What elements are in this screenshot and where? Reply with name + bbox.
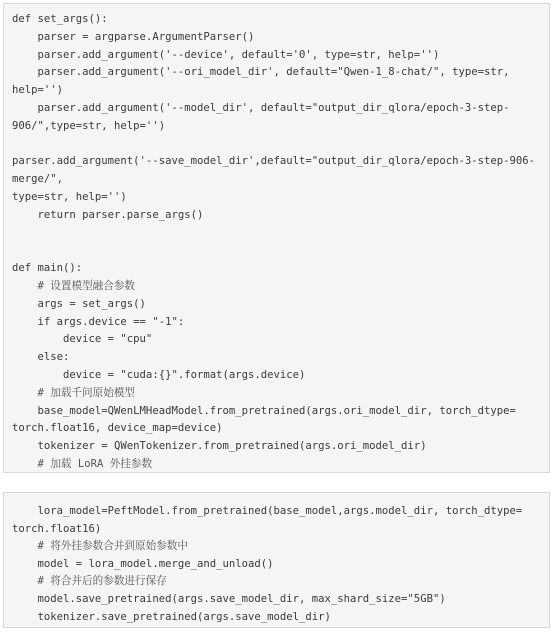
code-line: def main(): — [12, 262, 83, 275]
code-line: parser.add_argument('--ori_model_dir', default="Qwen-1_8-chat/", type=str, — [12, 66, 510, 79]
code-line: if args.device == "-1": — [12, 315, 185, 328]
code-line: torch.float16, device_map=device) — [12, 422, 223, 435]
code-line: device = "cuda:{}".format(args.device) — [12, 369, 306, 381]
code-line: # 加载 LoRA 外挂参数 — [12, 458, 153, 470]
code-line: merge/", — [12, 173, 64, 186]
code-line: lora_model=PeftModel.from_pretrained(base_model,args.model_dir, torch_dtype= — [12, 505, 523, 517]
code-line: def set_args(): — [12, 13, 108, 25]
code-line: device = "cpu" — [12, 333, 153, 346]
code-line: tokenizer.save_pretrained(args.save_model_dir) — [12, 610, 331, 623]
code-line: torch.float16) — [12, 522, 102, 535]
code-line: else: — [12, 351, 70, 364]
code-block-1 — [3, 3, 550, 473]
code-line: base_model=QWenLMHeadModel.from_pretrained(args.ori_model_dir, torch_dtype= — [12, 404, 516, 417]
code-block-2 — [3, 492, 550, 628]
code-line: return parser.parse_args() — [12, 208, 204, 221]
code-line: # 加载千问原始模型 — [12, 386, 136, 399]
code-line: # 设置模型融合参数 — [12, 280, 136, 292]
code-line: # 将合并后的参数进行保存 — [12, 575, 167, 588]
code-line: model.save_pretrained(args.save_model_dir, max_shard_size="5GB") — [12, 593, 446, 605]
code-line: args = set_args() — [12, 297, 146, 310]
code-line: parser.add_argument('--save_model_dir',default="output_dir_qlora/epoch-3-step-906- — [12, 155, 535, 168]
code-line: parser.add_argument('--model_dir', default="output_dir_qlora/epoch-3-step- — [12, 102, 510, 114]
code-line: tokenizer = QWenTokenizer.from_pretrained(args.ori_model_dir) — [12, 440, 427, 453]
code-line: type=str, help='') — [12, 191, 127, 203]
code-line: parser = argparse.ArgumentParser() — [12, 30, 255, 43]
code-line: # 将外挂参数合并到原始参数中 — [12, 540, 188, 553]
code-line: parser.add_argument('--device', default='0', type=str, help='') — [12, 48, 440, 61]
code-line: help='') — [12, 84, 64, 97]
code-line: 906/",type=str, help='') — [12, 119, 166, 132]
code-line: model = lora_model.merge_and_unload() — [12, 557, 274, 570]
